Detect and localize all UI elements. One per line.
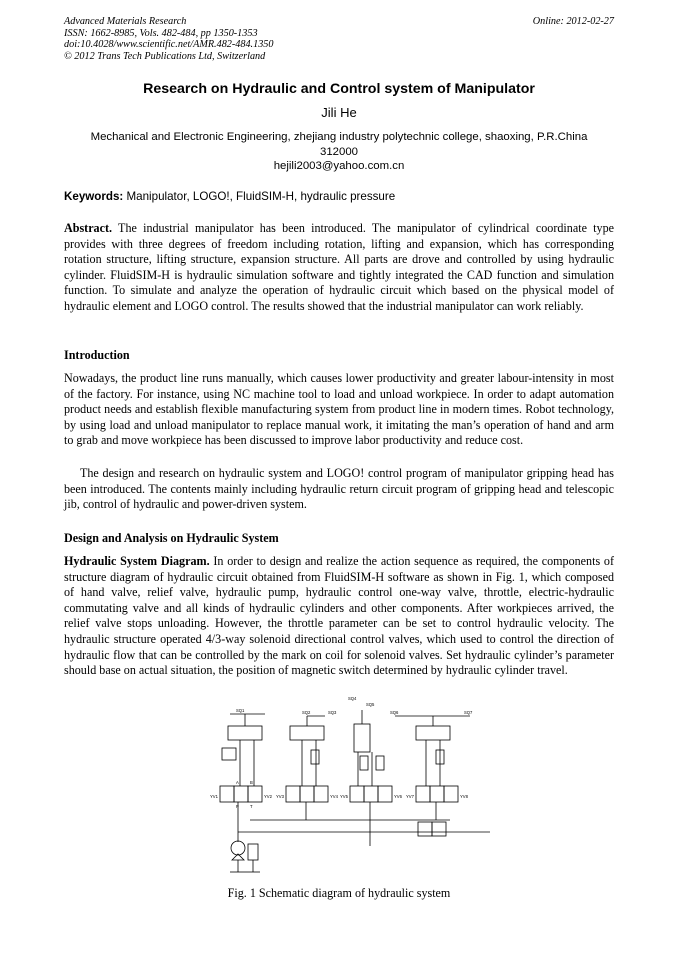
valve-4-right	[444, 786, 458, 802]
label-sq4: SQ4	[348, 696, 357, 701]
label-sq6: SQ6	[390, 710, 399, 715]
design-heading: Design and Analysis on Hydraulic System	[64, 531, 279, 545]
label-yv2: YV2	[264, 794, 272, 799]
keywords-text: Manipulator, LOGO!, FluidSIM-H, hydraulic pressure	[123, 190, 396, 203]
journal-issn: ISSN: 1662-8985, Vols. 482-484, pp 1350-1353	[64, 27, 258, 39]
keywords-label: Keywords:	[64, 190, 124, 203]
author-email: hejili2003@yahoo.com.cn	[273, 160, 405, 173]
paper-title: Research on Hydraulic and Control system of Manipulator	[143, 81, 535, 97]
valve-5-left	[418, 822, 432, 836]
abstract-paragraph	[64, 221, 614, 315]
valve-3-left	[350, 786, 364, 802]
hydraulic-schematic	[190, 694, 490, 878]
affiliation-line: Mechanical and Electronic Engineering, zhejiang industry polytechnic college, shaoxing, P.R.China	[90, 131, 588, 143]
introduction-paragraph-1: Nowadays, the product line runs manually, which causes lower productivity and greater labour-intensity in most of the factory. For instance, using NC machine tool to load and unload workpiece. In order to adapt automation product needs and establish flexible manufacturing system from product line in modern times. Robot technology, by using load and unload manipulator to replace manual work, it imitating the man’s operation of hand and arm to grab and move workpiece has been discussed to improve labor productivity and reduce cost.	[64, 371, 614, 448]
journal-doi: doi:10.4028/www.scientific.net/AMR.482-484.1350	[64, 39, 274, 51]
label-yv4: YV4	[330, 794, 338, 799]
label-yv8: YV8	[460, 794, 468, 799]
cylinder-4	[416, 726, 450, 740]
throttle-4	[376, 756, 384, 770]
label-sq5: SQ5	[366, 702, 375, 707]
online-date: Online: 2012-02-27	[532, 16, 614, 27]
design-label: Hydraulic System Diagram.	[64, 554, 210, 568]
label-yv6: YV6	[394, 794, 402, 799]
valve-2-mid	[300, 786, 314, 802]
design-text: In order to design and realize the action sequence as required, the components of structure diagram of hydraulic circuit obtained from FluidSIM-H software as shown in Fig. 1, which composed of hand valve, relief valve, hydraulic pump, hydraulic control one-way valve, throttle, electric-hydraulic commutating valve and all kinds of hydraulic cylinders and other components. After workpieces arrived, the relief valve stops unloading. However, the throttle parameter can be set to control hydraulic velocity. The hydraulic structure operated 4/3-way solenoid directional control valves, which used to control the direction of hydraulic flow that can be controlled by the mark on coil for solenoid valves. Set hydraulic cylinder’s parameter should base on actual situation, the position of magnetic switch determined by hydraulic cylinder travel.	[64, 554, 614, 678]
cylinder-1	[228, 726, 262, 740]
valve-4-mid	[430, 786, 444, 802]
label-port-a: A	[236, 780, 239, 785]
one-way-valve	[222, 748, 236, 760]
hydraulic-pump	[231, 841, 245, 855]
paper-author: Jili He	[321, 105, 357, 120]
journal-header	[64, 16, 273, 62]
journal-name: Advanced Materials Research	[64, 16, 187, 27]
label-port-b: B	[250, 780, 253, 785]
label-sq1: SQ1	[236, 708, 245, 713]
label-yv7: YV7	[406, 794, 414, 799]
label-port-t: T	[250, 804, 253, 809]
abstract-label: Abstract.	[64, 221, 113, 235]
valve-2-right	[314, 786, 328, 802]
keywords-line	[64, 190, 618, 203]
introduction-heading: Introduction	[64, 348, 130, 362]
author-affiliation	[60, 130, 618, 174]
valve-4-left	[416, 786, 430, 802]
valve-3-mid	[364, 786, 378, 802]
label-sq7: SQ7	[464, 710, 473, 715]
throttle-1	[311, 750, 319, 764]
design-paragraph	[64, 554, 614, 679]
cylinder-2	[290, 726, 324, 740]
label-yv5: YV5	[340, 794, 348, 799]
valve-2-left	[286, 786, 300, 802]
journal-copyright: © 2012 Trans Tech Publications Ltd, Switzerland	[64, 50, 266, 62]
valve-3-right	[378, 786, 392, 802]
throttle-3	[360, 756, 368, 770]
valve-1-left	[220, 786, 234, 802]
cylinder-3	[354, 724, 370, 752]
label-sq2: SQ2	[302, 710, 311, 715]
valve-5-right	[432, 822, 446, 836]
affiliation-postcode: 312000	[319, 145, 358, 158]
abstract-text: The industrial manipulator has been introduced. The manipulator of cylindrical coordinate type provides with three degrees of freedom including rotation, lifting and expansion, which has corresponding rotation structure, lifting structure, expansion structure. All parts are drove and controlled by using hydraulic cylinder. FluidSIM-H is hydraulic simulation software and tightly integrated the CAD function and simulation function. To simulate and analyze the operation of hydraulic circuit which based on the physical model of hydraulic element and LOGO control. The results showed that the industrial manipulator can work reliably.	[64, 221, 614, 313]
relief-valve	[248, 844, 258, 860]
introduction-paragraph-2: The design and research on hydraulic system and LOGO! control program of manipulator gripping head has been introduced. The contents mainly including hydraulic return circuit program of gripping head and telescopic jib, control of hydraulic and power-driven system.	[64, 466, 614, 512]
figure-caption: Fig. 1 Schematic diagram of hydraulic system	[227, 886, 451, 900]
label-sq3: SQ3	[328, 710, 337, 715]
valve-1-right	[248, 786, 262, 802]
label-port-p: P	[236, 804, 239, 809]
valve-1-mid	[234, 786, 248, 802]
label-yv3: YV3	[276, 794, 284, 799]
label-yv1: YV1	[210, 794, 218, 799]
